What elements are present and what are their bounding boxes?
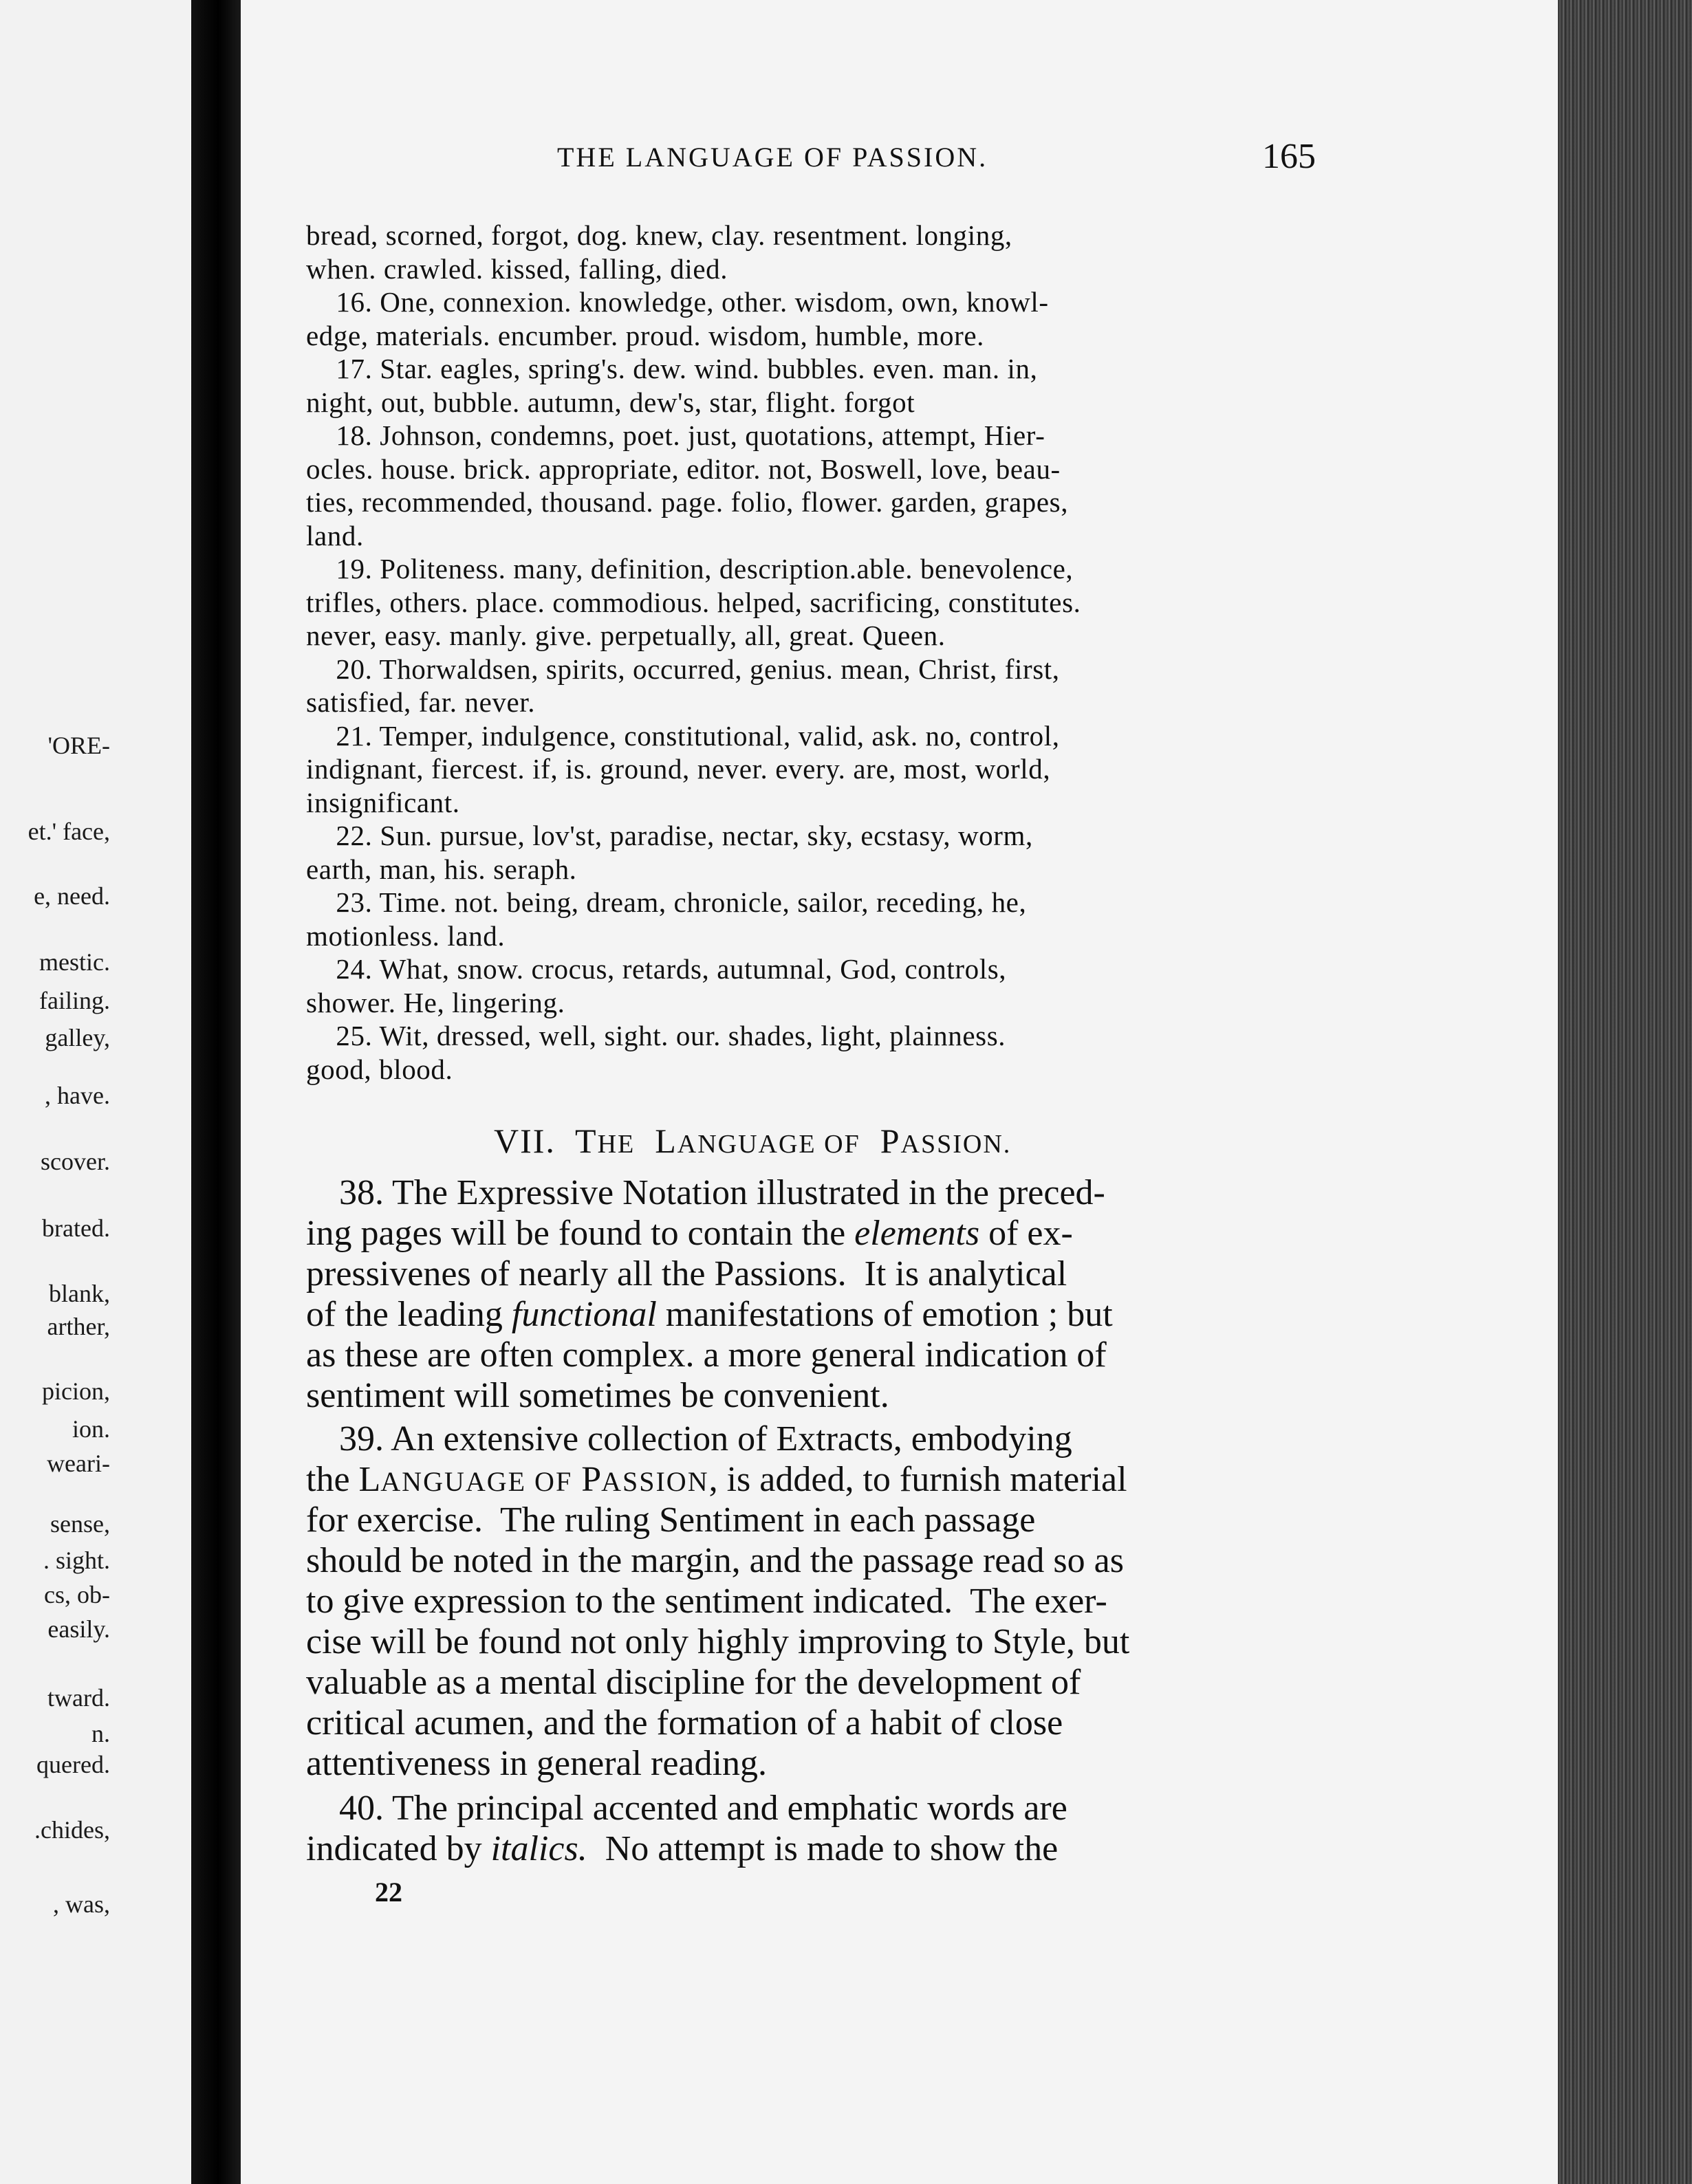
drill-line: indignant, fiercest. if, is. ground, never. every. are, most, world, [306,753,1051,785]
page-edges [1558,0,1692,2184]
para-line: the [306,1460,359,1499]
para-line: cise will be found not only highly improving to Style, but [306,1622,1130,1661]
para-line: should be noted in the margin, and the passage read so as [306,1541,1124,1580]
facing-page-fragment [0,0,191,2184]
para-line: 38. The Expressive Notation illustrated in the preced- [339,1173,1105,1212]
drill-line: edge, materials. encumber. proud. wisdom, humble, more. [306,319,985,351]
smallcaps-cap: P [572,1460,602,1499]
paragraph-39 [306,1419,1324,1784]
drill-line: motionless. land. [306,919,506,952]
drill-line: night, out, bubble. autumn, dew's, star, flight. forgot [306,386,915,418]
section-heading [494,1121,1011,1161]
drill-line: 21. Temper, indulgence, constitutional, valid, ask. no, control, [306,719,1060,752]
drill-line: 20. Thorwaldsen, spirits, occurred, genius. mean, Christ, first, [306,653,1060,685]
para-line: indicated by [306,1829,491,1868]
left-fragment: . sight. [43,1547,110,1574]
drill-line: never, easy. manly. give. perpetually, all, great. Queen. [306,620,946,651]
drill-line: shower. He, lingering. [306,986,565,1018]
paragraph-38 [306,1172,1324,1416]
para-line: valuable as a mental discipline for the development of [306,1663,1081,1702]
para-line: of ex- [979,1214,1073,1253]
drill-line: good, blood. [306,1053,453,1085]
left-fragment: sense, [50,1510,110,1538]
drill-line: ocles. house. brick. appropriate, editor. not, Boswell, love, beau- [306,452,1061,485]
drill-line: 25. Wit, dressed, well, sight. our. shades, light, plainness. [306,1020,1006,1051]
italic-word: elements [854,1214,980,1253]
drill-line: satisfied, far. never. [306,686,536,718]
left-fragment: ion. [72,1415,110,1443]
left-fragment: e, need. [34,882,110,910]
heading-smallcaps: ANGUAGE OF [677,1130,860,1159]
heading-cap: L [655,1122,677,1160]
para-line: as these are often complex. a more general indication of [306,1335,1107,1375]
drill-line: insignificant. [306,786,460,818]
para-line: , is added, to furnish material [708,1460,1127,1499]
left-fragment: cs, ob- [44,1581,110,1608]
drill-line: trifles, others. place. commodious. helped, sacrificing, constitutes. [306,586,1081,618]
smallcaps-text: ASSION [601,1466,709,1497]
para-line: attentiveness in general reading. [306,1744,767,1783]
left-fragment: easily. [47,1615,110,1643]
drill-line: 17. Star. eagles, spring's. dew. wind. bubbles. even. man. in, [306,353,1038,384]
smallcaps-text: ANGUAGE OF [380,1466,573,1497]
paragraph-40 [306,1788,1324,1869]
heading-smallcaps: HE [597,1130,636,1159]
left-fragment: quered. [36,1751,110,1778]
signature-mark: 22 [375,1877,402,1908]
drill-line: earth, man, his. seraph. [306,853,577,885]
left-fragment: blank, [49,1280,110,1307]
drill-line: 18. Johnson, condemns, poet. just, quotations, attempt, Hier- [306,419,1045,451]
drill-line: 16. One, connexion. knowledge, other. wisdom, own, knowl- [306,286,1049,318]
left-fragment: .chides, [34,1816,110,1844]
left-fragment: , have. [45,1082,110,1109]
drill-line: 22. Sun. pursue, lov'st, paradise, nectar, sky, ecstasy, worm, [306,820,1033,851]
left-fragment: n. [91,1720,110,1747]
drill-line: bread, scorned, forgot, dog. knew, clay. resentment. longing, [306,219,1012,251]
left-fragment: , was, [53,1890,110,1918]
para-line: critical acumen, and the formation of a habit of close [306,1703,1063,1743]
para-line: of the leading [306,1295,512,1334]
left-fragment: 'ORE- [47,732,110,759]
left-fragment: scover. [41,1148,110,1175]
section-numeral: VII. [494,1122,556,1160]
drill-line: when. crawled. kissed, falling, died. [306,252,728,285]
left-fragment: galley, [45,1024,110,1051]
drill-line: 19. Politeness. many, definition, description.able. benevolence, [306,553,1074,585]
left-fragment: tward. [47,1684,110,1712]
left-fragment: arther, [47,1313,110,1340]
para-line: pressivenes of nearly all the Passions. It is analytical [306,1254,1067,1293]
drill-line: 24. What, snow. crocus, retards, autumnal, God, controls, [306,953,1007,985]
para-line: for exercise. The ruling Sentiment in each passage [306,1500,1036,1540]
left-fragment: brated. [42,1214,110,1242]
drill-list [306,219,1324,1086]
para-line: manifestations of emotion ; but [656,1295,1113,1334]
left-fragment: failing. [39,987,110,1014]
para-line: 40. The principal accented and emphatic words are [339,1789,1067,1828]
left-fragment: et.' face, [28,818,110,845]
left-fragment: picion, [42,1377,110,1405]
left-fragment: mestic. [39,948,110,976]
running-head: THE LANGUAGE OF PASSION. [557,142,988,173]
smallcaps-cap: L [358,1460,381,1499]
drill-line: 23. Time. not. being, dream, chronicle, sailor, receding, he, [306,886,1027,918]
italic-word: italics. [490,1829,587,1868]
drill-line: land. [306,519,364,552]
para-line: sentiment will sometimes be convenient. [306,1376,889,1415]
drill-line: ties, recommended, thousand. page. folio, flower. garden, grapes, [306,486,1069,518]
heading-cap: T [575,1122,598,1160]
italic-word: functional [511,1295,657,1334]
page-number: 165 [1262,137,1316,176]
para-line: No attempt is made to show the [587,1829,1059,1868]
para-line: ing pages will be found to contain the [306,1214,855,1253]
para-line: to give expression to the sentiment indicated. The exer- [306,1582,1107,1621]
heading-smallcaps: ASSION. [900,1130,1012,1159]
left-fragment: weari- [47,1450,110,1477]
heading-cap: P [880,1122,901,1160]
book-gutter [191,0,241,2184]
para-line: 39. An extensive collection of Extracts, embodying [339,1419,1072,1459]
